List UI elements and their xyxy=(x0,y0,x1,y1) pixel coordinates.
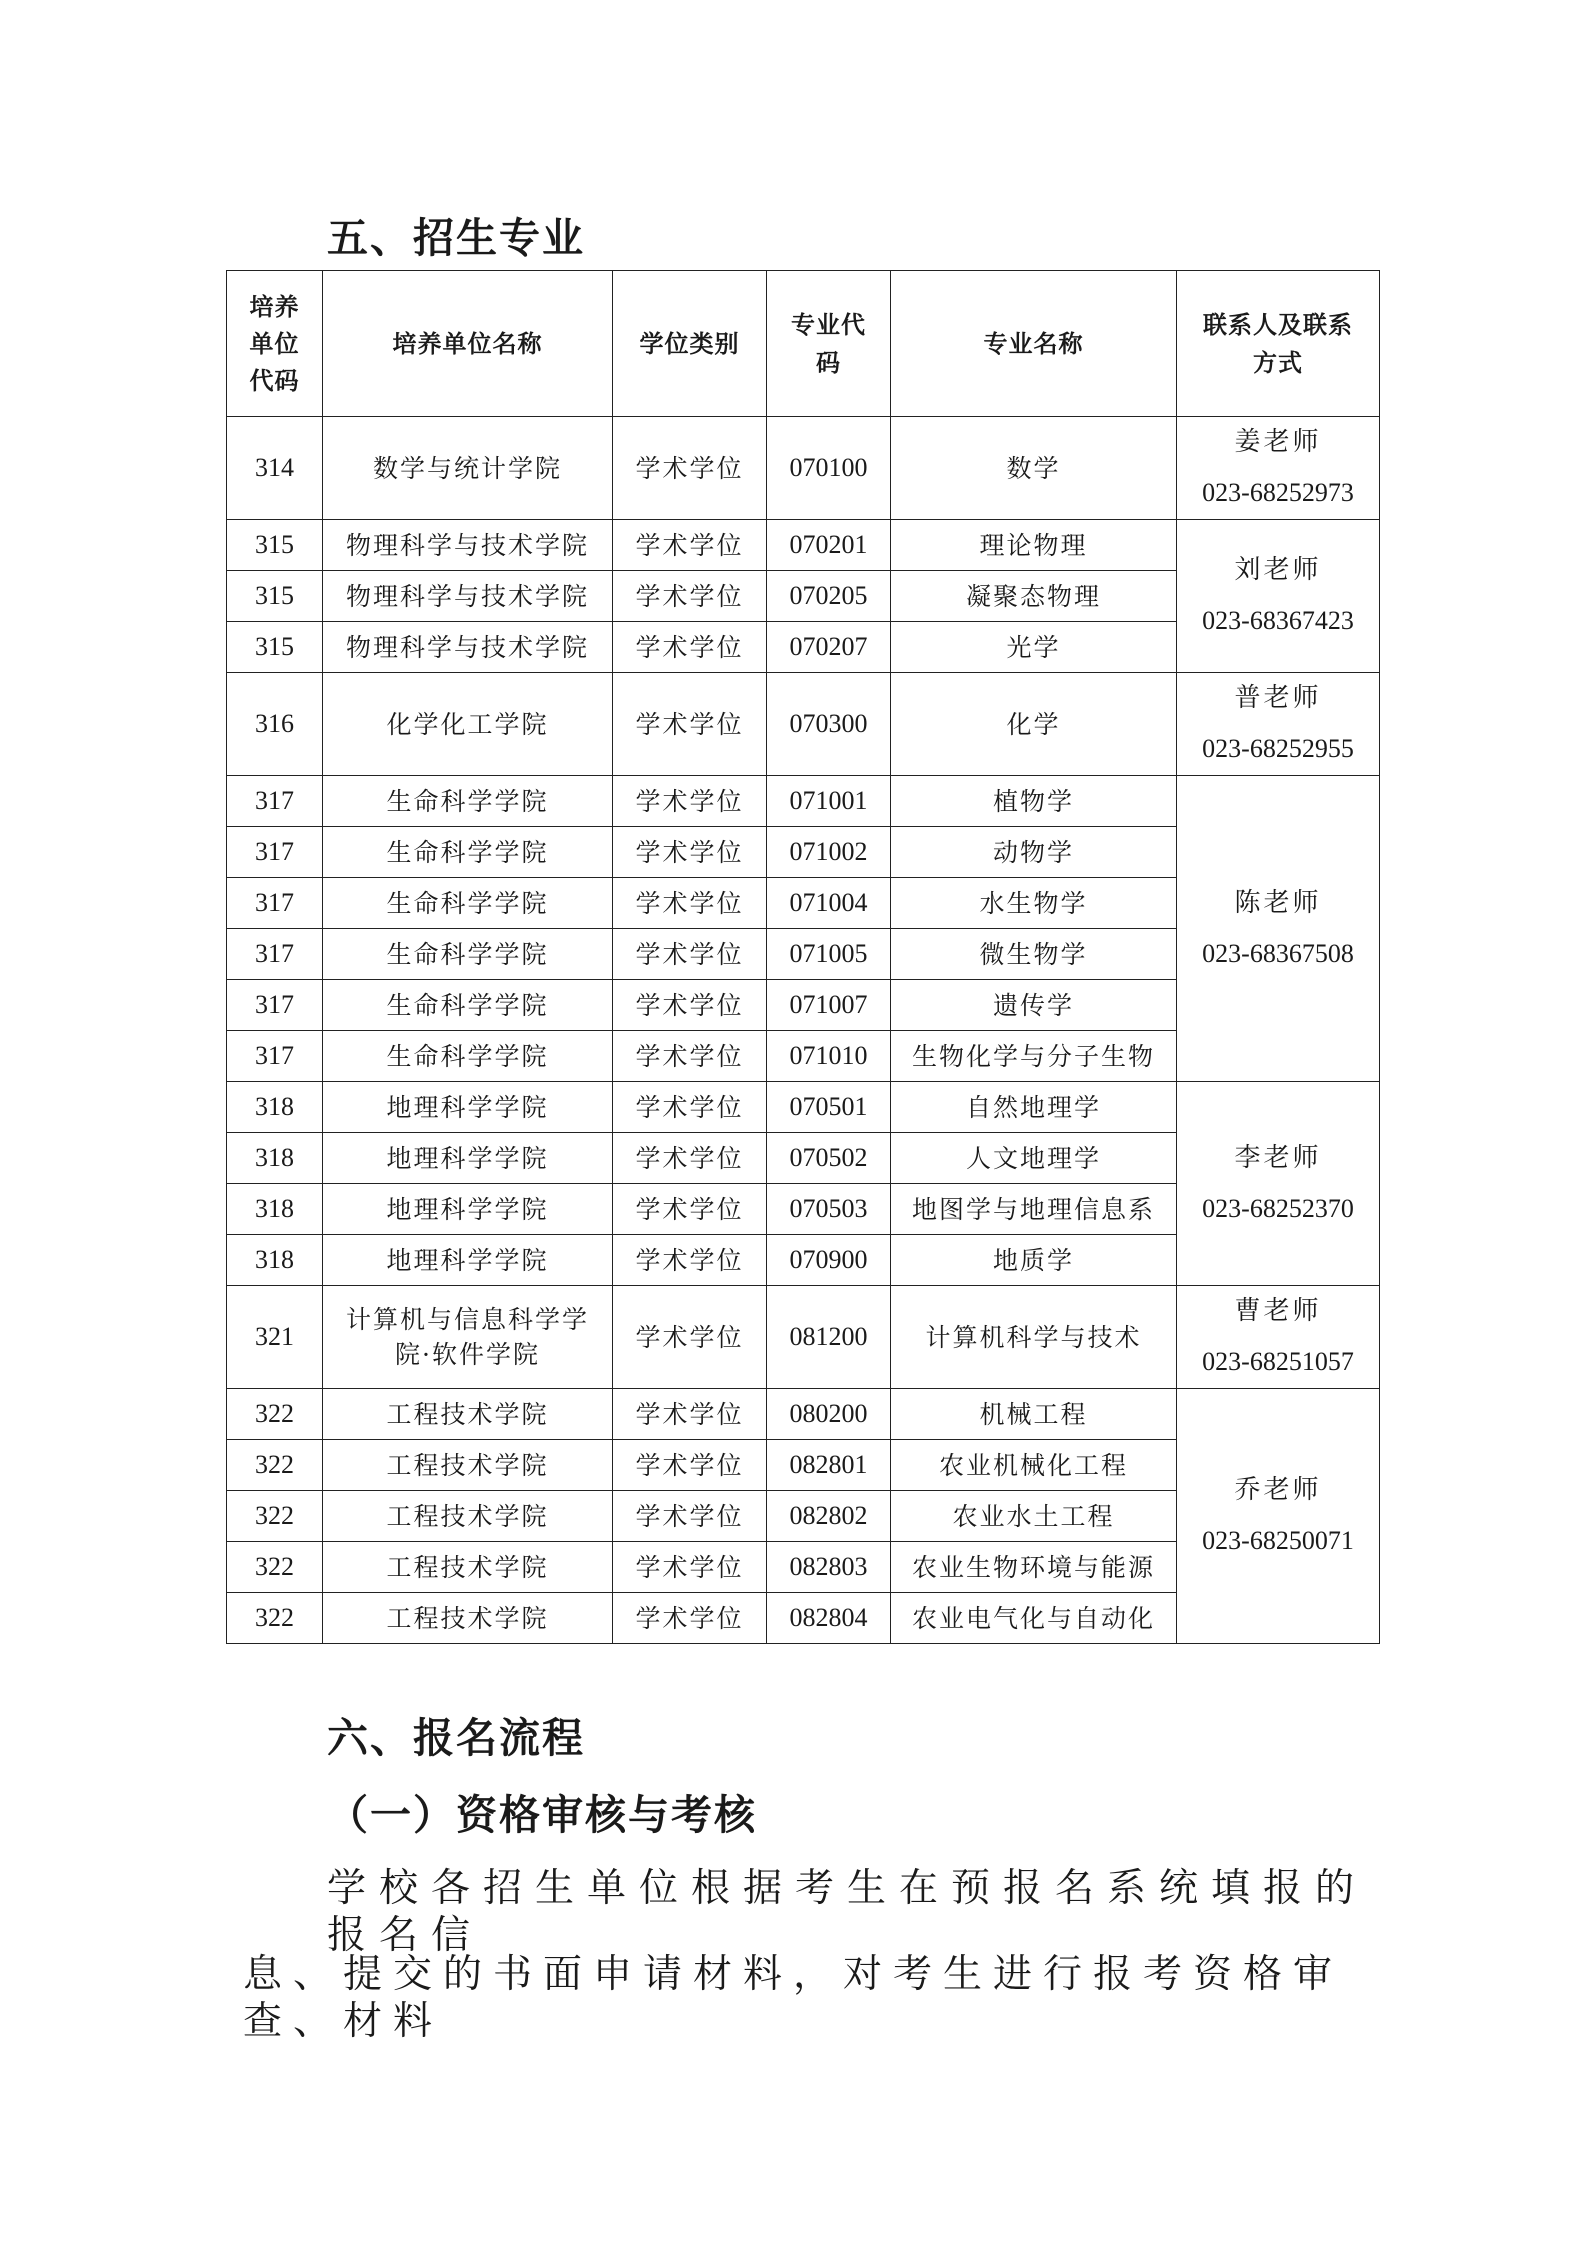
unit-name-cell: 生命科学学院 xyxy=(323,878,613,929)
degree-type-cell: 学术学位 xyxy=(613,1286,767,1389)
major-name-cell: 农业电气化与自动化 xyxy=(891,1593,1177,1644)
major-name-cell: 自然地理学 xyxy=(891,1082,1177,1133)
major-code-cell: 071002 xyxy=(767,827,891,878)
contact-name: 李老师 xyxy=(1234,1142,1322,1173)
unit-name-cell: 生命科学学院 xyxy=(323,827,613,878)
major-code-cell: 071004 xyxy=(767,878,891,929)
unit-name-cell: 工程技术学院 xyxy=(323,1542,613,1593)
unit-code-cell: 315 xyxy=(227,622,323,673)
major-name-cell: 机械工程 xyxy=(891,1389,1177,1440)
major-name-cell: 遗传学 xyxy=(891,980,1177,1031)
unit-code-cell: 317 xyxy=(227,1031,323,1082)
unit-name-cell: 地理科学学院 xyxy=(323,1235,613,1286)
degree-type-cell: 学术学位 xyxy=(613,1184,767,1235)
unit-code-cell: 322 xyxy=(227,1542,323,1593)
header-contact: 联系人及联系 方式 xyxy=(1177,271,1380,417)
unit-name-cell: 计算机与信息科学学 院·软件学院 xyxy=(323,1286,613,1389)
unit-name-cell: 工程技术学院 xyxy=(323,1491,613,1542)
unit-code-cell: 314 xyxy=(227,417,323,520)
degree-type-cell: 学术学位 xyxy=(613,1082,767,1133)
table-header-row xyxy=(227,271,1380,417)
major-code-cell: 080200 xyxy=(767,1389,891,1440)
header-major-code: 专业代 码 xyxy=(767,271,891,417)
major-code-cell: 071005 xyxy=(767,929,891,980)
paragraph-line: 息、提交的书面申请材料，对考生进行报考资格审查、材料 xyxy=(243,1952,1344,2044)
major-name-cell: 地图学与地理信息系 xyxy=(891,1184,1177,1235)
major-code-cell: 070502 xyxy=(767,1133,891,1184)
degree-type-cell: 学术学位 xyxy=(613,673,767,776)
unit-name-cell: 生命科学学院 xyxy=(323,929,613,980)
unit-code-cell: 317 xyxy=(227,827,323,878)
major-name-cell: 生物化学与分子生物 xyxy=(891,1031,1177,1082)
major-name-cell: 计算机科学与技术 xyxy=(891,1286,1177,1389)
major-name-cell: 化学 xyxy=(891,673,1177,776)
table-row xyxy=(227,776,1380,827)
contact-phone: 023-68252370 xyxy=(1202,1193,1354,1223)
unit-name-cell: 数学与统计学院 xyxy=(323,417,613,520)
unit-code-cell: 318 xyxy=(227,1133,323,1184)
contact-phone: 023-68251057 xyxy=(1202,1347,1354,1376)
paragraph-line: 学校各招生单位根据考生在预报名系统填报的报名信 xyxy=(327,1866,1368,1958)
table-row xyxy=(227,1286,1380,1389)
unit-code-cell: 317 xyxy=(227,878,323,929)
major-code-cell: 070300 xyxy=(767,673,891,776)
contact-phone: 023-68252955 xyxy=(1202,734,1354,763)
table-row xyxy=(227,520,1380,571)
unit-name-cell: 地理科学学院 xyxy=(323,1184,613,1235)
major-name-cell: 植物学 xyxy=(891,776,1177,827)
degree-type-cell: 学术学位 xyxy=(613,1389,767,1440)
contact-name: 陈老师 xyxy=(1234,887,1322,918)
contact-name: 普老师 xyxy=(1234,683,1322,714)
degree-type-cell: 学术学位 xyxy=(613,1133,767,1184)
major-name-cell: 水生物学 xyxy=(891,878,1177,929)
unit-code-cell: 318 xyxy=(227,1082,323,1133)
unit-code-cell: 317 xyxy=(227,776,323,827)
contact-cell xyxy=(1177,1286,1380,1389)
unit-name-cell: 物理科学与技术学院 xyxy=(323,571,613,622)
major-name-cell: 人文地理学 xyxy=(891,1133,1177,1184)
contact-name: 刘老师 xyxy=(1234,555,1322,586)
major-code-cell: 070205 xyxy=(767,571,891,622)
major-code-cell: 082801 xyxy=(767,1440,891,1491)
table-row xyxy=(227,1082,1380,1133)
major-code-cell: 071001 xyxy=(767,776,891,827)
contact-name: 姜老师 xyxy=(1234,427,1322,458)
unit-code-cell: 318 xyxy=(227,1235,323,1286)
contact-cell xyxy=(1177,417,1380,520)
unit-code-cell: 322 xyxy=(227,1491,323,1542)
major-name-cell: 地质学 xyxy=(891,1235,1177,1286)
header-degree-type: 学位类别 xyxy=(613,271,767,417)
unit-name-cell: 物理科学与技术学院 xyxy=(323,520,613,571)
degree-type-cell: 学术学位 xyxy=(613,827,767,878)
header-unit-name: 培养单位名称 xyxy=(323,271,613,417)
header-major-name: 专业名称 xyxy=(891,271,1177,417)
unit-name-cell: 工程技术学院 xyxy=(323,1593,613,1644)
degree-type-cell: 学术学位 xyxy=(613,1542,767,1593)
contact-phone: 023-68367508 xyxy=(1202,938,1354,968)
major-code-cell: 082803 xyxy=(767,1542,891,1593)
contact-phone: 023-68252973 xyxy=(1202,478,1354,507)
unit-code-cell: 322 xyxy=(227,1593,323,1644)
unit-name-cell: 生命科学学院 xyxy=(323,980,613,1031)
contact-cell xyxy=(1177,1389,1380,1644)
unit-name-cell: 工程技术学院 xyxy=(323,1440,613,1491)
major-name-cell: 凝聚态物理 xyxy=(891,571,1177,622)
degree-type-cell: 学术学位 xyxy=(613,929,767,980)
admission-majors-table xyxy=(226,270,1380,1644)
degree-type-cell: 学术学位 xyxy=(613,520,767,571)
header-unit-code: 培养 单位 代码 xyxy=(227,271,323,417)
degree-type-cell: 学术学位 xyxy=(613,1031,767,1082)
major-code-cell: 070501 xyxy=(767,1082,891,1133)
degree-type-cell: 学术学位 xyxy=(613,776,767,827)
major-name-cell: 数学 xyxy=(891,417,1177,520)
major-name-cell: 理论物理 xyxy=(891,520,1177,571)
degree-type-cell: 学术学位 xyxy=(613,1235,767,1286)
major-code-cell: 070900 xyxy=(767,1235,891,1286)
major-code-cell: 070207 xyxy=(767,622,891,673)
degree-type-cell: 学术学位 xyxy=(613,571,767,622)
degree-type-cell: 学术学位 xyxy=(613,980,767,1031)
unit-name-cell: 物理科学与技术学院 xyxy=(323,622,613,673)
contact-name: 乔老师 xyxy=(1234,1475,1322,1506)
contact-cell xyxy=(1177,776,1380,1082)
major-name-cell: 农业生物环境与能源 xyxy=(891,1542,1177,1593)
unit-code-cell: 318 xyxy=(227,1184,323,1235)
unit-code-cell: 321 xyxy=(227,1286,323,1389)
major-code-cell: 070100 xyxy=(767,417,891,520)
unit-name-cell: 生命科学学院 xyxy=(323,1031,613,1082)
section-title-majors: 五、招生专业 xyxy=(327,214,585,262)
major-name-cell: 农业水土工程 xyxy=(891,1491,1177,1542)
major-code-cell: 071007 xyxy=(767,980,891,1031)
table-row xyxy=(227,1389,1380,1440)
major-name-cell: 微生物学 xyxy=(891,929,1177,980)
major-code-cell: 070201 xyxy=(767,520,891,571)
contact-name: 曹老师 xyxy=(1234,1296,1322,1327)
contact-cell xyxy=(1177,1082,1380,1286)
major-code-cell: 070503 xyxy=(767,1184,891,1235)
major-code-cell: 082804 xyxy=(767,1593,891,1644)
degree-type-cell: 学术学位 xyxy=(613,622,767,673)
major-code-cell: 081200 xyxy=(767,1286,891,1389)
table-row xyxy=(227,673,1380,776)
table-row xyxy=(227,417,1380,520)
degree-type-cell: 学术学位 xyxy=(613,1440,767,1491)
unit-code-cell: 322 xyxy=(227,1440,323,1491)
unit-name-cell: 生命科学学院 xyxy=(323,776,613,827)
unit-code-cell: 316 xyxy=(227,673,323,776)
unit-code-cell: 315 xyxy=(227,520,323,571)
contact-phone: 023-68367423 xyxy=(1202,606,1354,635)
major-name-cell: 光学 xyxy=(891,622,1177,673)
section-title-registration: 六、报名流程 xyxy=(327,1714,585,1762)
degree-type-cell: 学术学位 xyxy=(613,878,767,929)
degree-type-cell: 学术学位 xyxy=(613,417,767,520)
contact-phone: 023-68250071 xyxy=(1202,1526,1354,1555)
unit-code-cell: 322 xyxy=(227,1389,323,1440)
major-name-cell: 农业机械化工程 xyxy=(891,1440,1177,1491)
unit-code-cell: 317 xyxy=(227,980,323,1031)
unit-name-cell: 地理科学学院 xyxy=(323,1082,613,1133)
major-code-cell: 071010 xyxy=(767,1031,891,1082)
unit-name-cell: 地理科学学院 xyxy=(323,1133,613,1184)
major-code-cell: 082802 xyxy=(767,1491,891,1542)
major-name-cell: 动物学 xyxy=(891,827,1177,878)
unit-name-cell: 工程技术学院 xyxy=(323,1389,613,1440)
contact-cell xyxy=(1177,520,1380,673)
unit-code-cell: 315 xyxy=(227,571,323,622)
subsection-title-qualification: （一）资格审核与考核 xyxy=(327,1791,757,1839)
unit-name-cell: 化学化工学院 xyxy=(323,673,613,776)
unit-code-cell: 317 xyxy=(227,929,323,980)
degree-type-cell: 学术学位 xyxy=(613,1593,767,1644)
contact-cell xyxy=(1177,673,1380,776)
degree-type-cell: 学术学位 xyxy=(613,1491,767,1542)
